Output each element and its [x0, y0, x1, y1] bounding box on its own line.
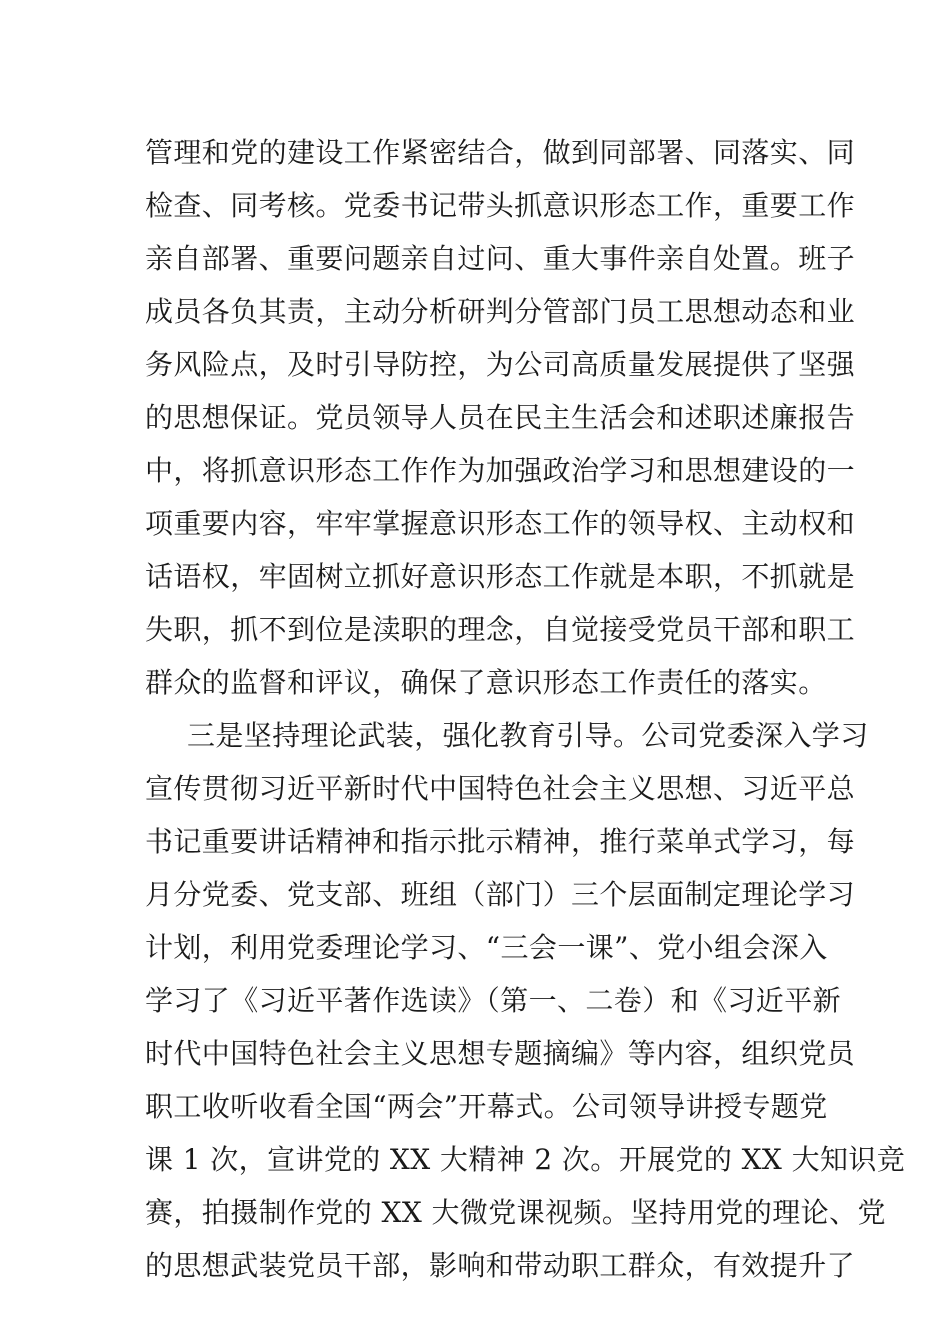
paragraph-1 — [145, 126, 856, 709]
document-body — [145, 126, 906, 1292]
text-line: 中，将抓意识形态工作作为加强政治学习和思想建设的一 — [145, 454, 856, 487]
text-line: 赛，拍摄制作党的 XX 大微党课视频。坚持用党的理论、党 — [145, 1196, 886, 1229]
text-line: 职工收听收看全国“两会”开幕式。公司领导讲授专题党 — [145, 1090, 828, 1123]
text-line: 失职，抓不到位是渎职的理念，自觉接受党员干部和职工 — [145, 613, 856, 646]
paragraph-2 — [145, 709, 906, 1292]
text-line: 的思想保证。党员领导人员在民主生活会和述职述廉报告 — [145, 401, 856, 434]
text-line: 群众的监督和评议，确保了意识形态工作责任的落实。 — [145, 666, 827, 699]
text-line: 课 1 次，宣讲党的 XX 大精神 2 次。开展党的 XX 大知识竞 — [145, 1143, 906, 1176]
text-line: 管理和党的建设工作紧密结合，做到同部署、同落实、同 — [145, 136, 856, 169]
text-line: 月分党委、党支部、班组（部门）三个层面制定理论学习 — [145, 878, 856, 911]
text-line: 的思想武装党员干部，影响和带动职工群众，有效提升了 — [145, 1249, 856, 1282]
text-line: 项重要内容，牢牢掌握意识形态工作的领导权、主动权和 — [145, 507, 856, 540]
text-line: 成员各负其责，主动分析研判分管部门员工思想动态和业 — [145, 295, 856, 328]
text-line: 宣传贯彻习近平新时代中国特色社会主义思想、习近平总 — [145, 772, 856, 805]
text-line: 务风险点，及时引导防控，为公司高质量发展提供了坚强 — [145, 348, 856, 381]
text-line: 计划，利用党委理论学习、“三会一课”、党小组会深入 — [145, 931, 828, 964]
text-line: 时代中国特色社会主义思想专题摘编》等内容，组织党员 — [145, 1037, 856, 1070]
text-line: 学习了《习近平著作选读》（第一、二卷）和《习近平新 — [145, 984, 842, 1017]
text-line: 话语权，牢固树立抓好意识形态工作就是本职，不抓就是 — [145, 560, 856, 593]
text-line: 书记重要讲话精神和指示批示精神，推行菜单式学习，每 — [145, 825, 856, 858]
text-line-indented: 三是坚持理论武装，强化教育引导。公司党委深入学习 — [187, 719, 869, 752]
text-line: 检查、同考核。党委书记带头抓意识形态工作，重要工作 — [145, 189, 856, 222]
text-line: 亲自部署、重要问题亲自过问、重大事件亲自处置。班子 — [145, 242, 856, 275]
